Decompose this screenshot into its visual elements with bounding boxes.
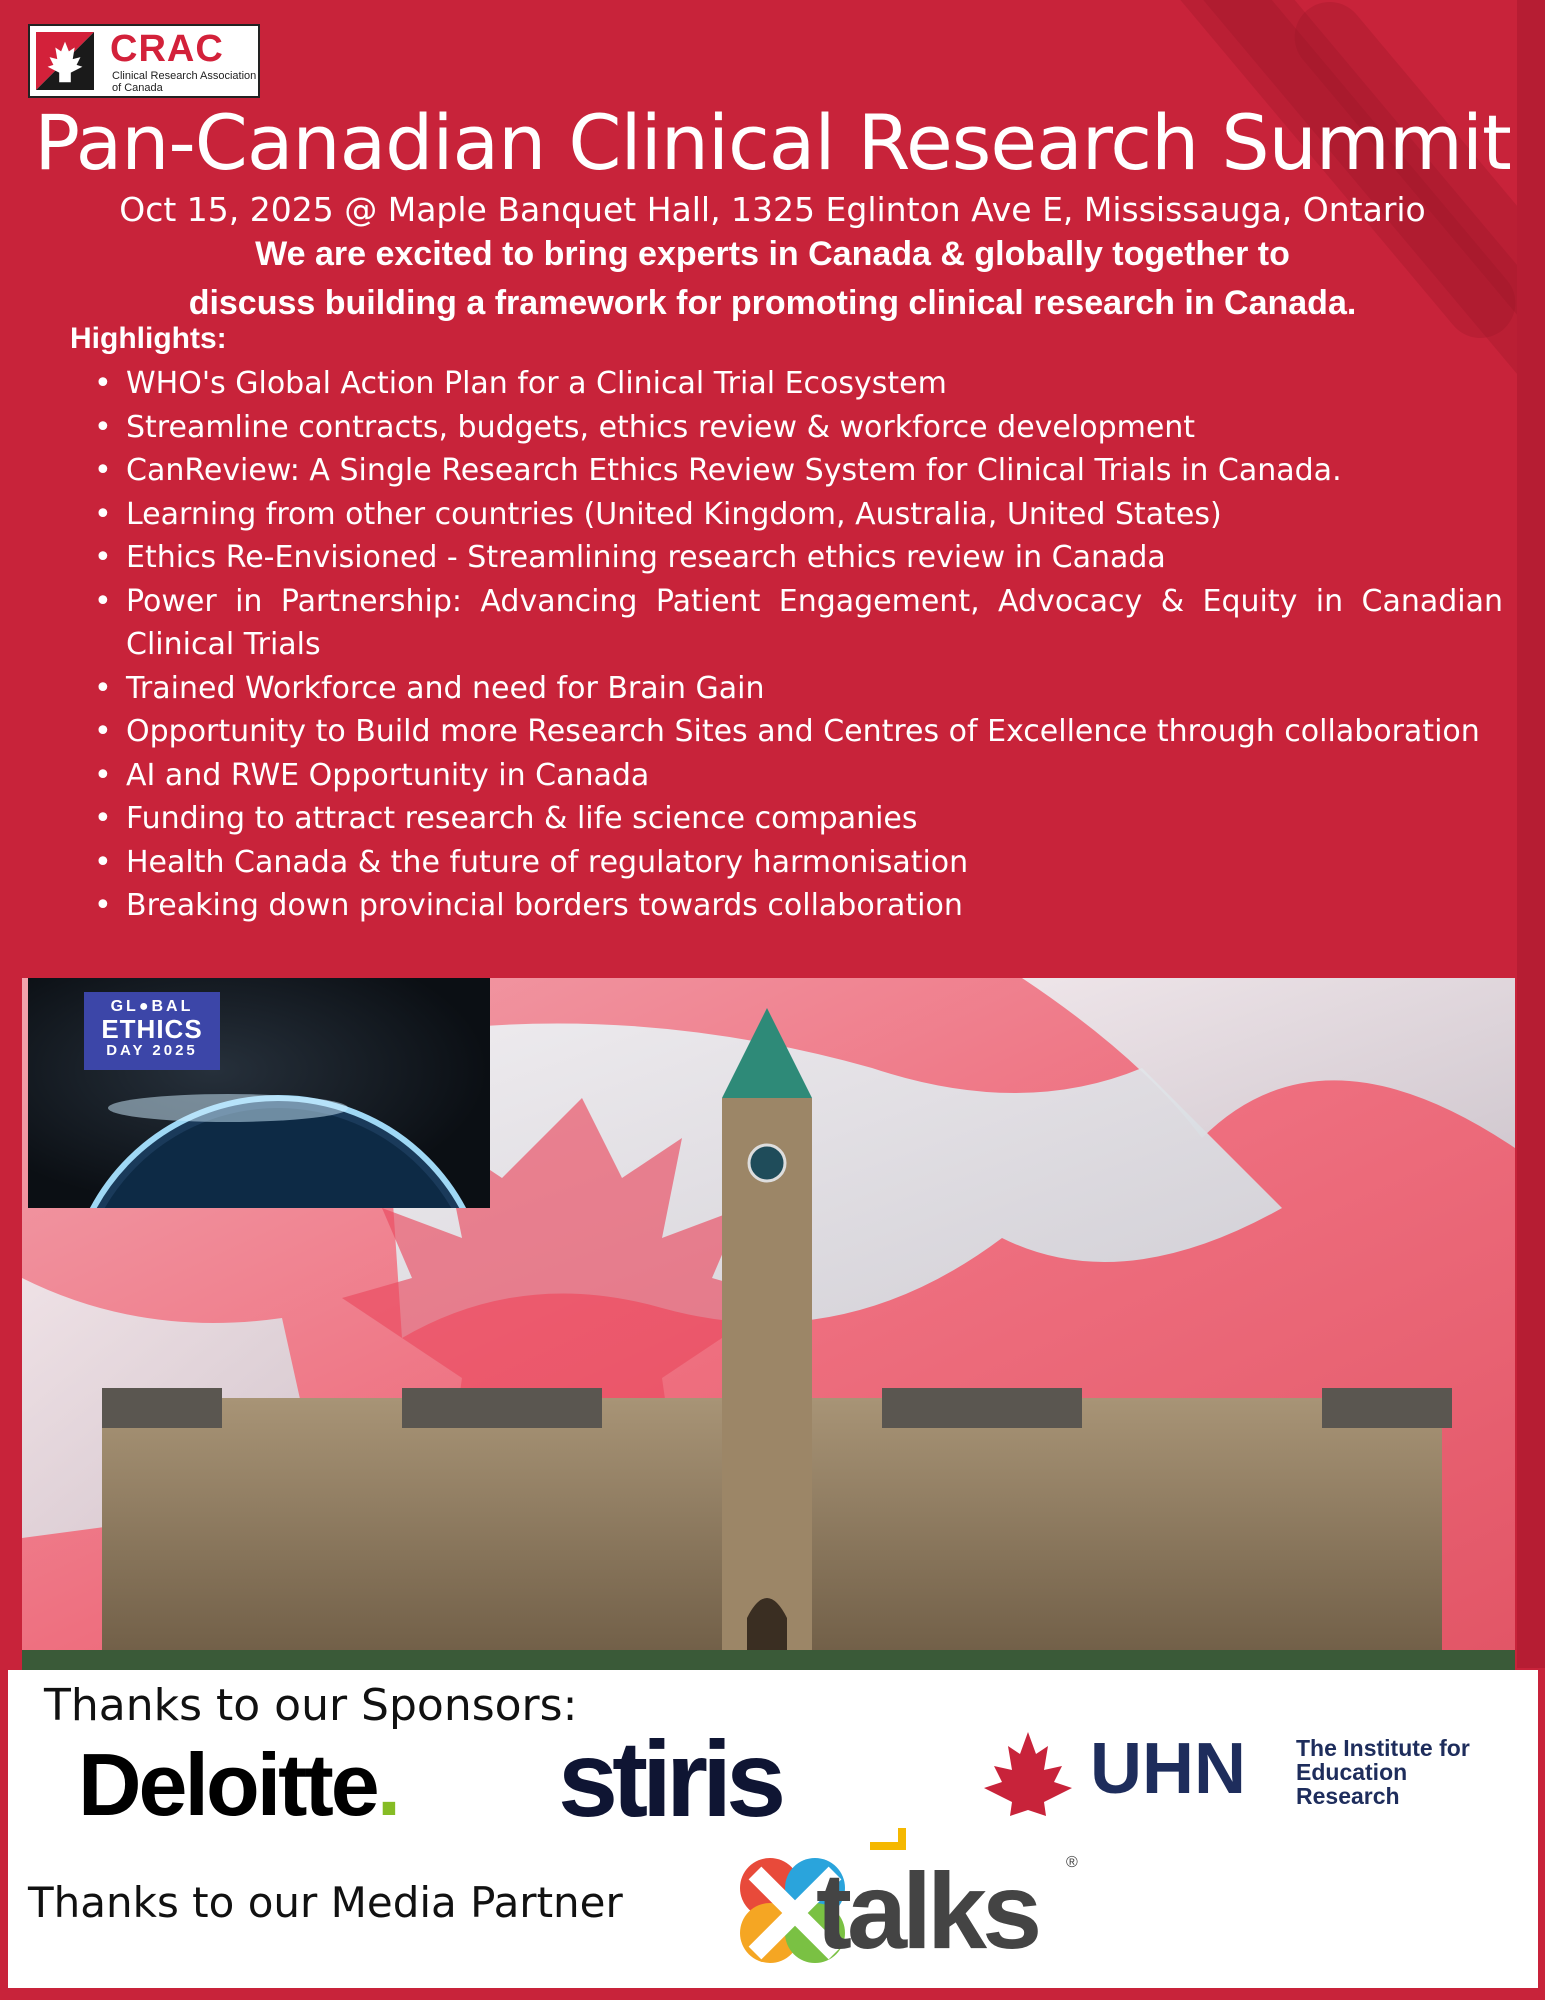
uhn-logo	[970, 1726, 1490, 1826]
parliament-image	[22, 978, 1515, 1670]
registered-mark: ®	[1066, 1854, 1078, 1871]
maple-leaf-icon	[36, 32, 94, 90]
list-item: • Funding to attract research & life science companies	[88, 797, 1503, 841]
sponsors-heading: Thanks to our Sponsors:	[44, 1680, 578, 1731]
list-item: • Trained Workforce and need for Brain Gain	[88, 667, 1503, 711]
highlights-heading: Highlights:	[70, 322, 227, 355]
list-item: • Health Canada & the future of regulatory harmonisation	[88, 841, 1503, 885]
bottom-bar	[0, 1988, 1545, 2000]
logo-name: CRAC	[110, 28, 224, 70]
stiris-logo: stiris	[558, 1718, 781, 1839]
global-ethics-day-badge	[84, 992, 220, 1070]
uhn-wordmark: UHN	[1090, 1729, 1246, 1809]
list-item: • Opportunity to Build more Research Sites and Centres of Excellence through collaboration	[88, 710, 1503, 754]
deloitte-dot: .	[376, 1735, 399, 1834]
logo-subtitle: Clinical Research Association of Canada	[112, 70, 257, 94]
xtalks-logo	[730, 1848, 1090, 1978]
xtalks-wordmark: talks	[816, 1850, 1038, 1971]
date-location: Oct 15, 2025 @ Maple Banquet Hall, 1325 Eglinton Ave E, Mississauga, Ontario	[119, 190, 1426, 229]
list-item: • Breaking down provincial borders towards collaboration	[88, 884, 1503, 928]
deloitte-logo	[78, 1734, 398, 1836]
badge-line-3: DAY 2025	[106, 1042, 198, 1059]
list-item: • WHO's Global Action Plan for a Clinical Trial Ecosystem	[88, 362, 1503, 406]
badge-line-1: GL●BAL	[110, 998, 194, 1015]
list-item: • Learning from other countries (United Kingdom, Australia, United States)	[88, 493, 1503, 537]
intro-line-1: We are excited to bring experts in Canada & globally together to	[255, 235, 1290, 273]
list-item: • Streamline contracts, budgets, ethics review & workforce development	[88, 406, 1503, 450]
deloitte-wordmark: Deloitte	[78, 1735, 377, 1834]
intro-text	[120, 230, 1425, 328]
page-title: Pan-Canadian Clinical Research Summit	[34, 98, 1511, 187]
list-item: • AI and RWE Opportunity in Canada	[88, 754, 1503, 798]
intro-line-2: discuss building a framework for promoting clinical research in Canada.	[188, 284, 1357, 322]
global-ethics-day-image	[28, 978, 490, 1208]
stiris-mark-icon	[870, 1828, 906, 1850]
list-item: • CanReview: A Single Research Ethics Review System for Clinical Trials in Canada.	[88, 449, 1503, 493]
highlights-list	[88, 362, 1503, 928]
crac-logo	[28, 24, 260, 98]
sponsors-section	[8, 1670, 1538, 1988]
uhn-subtitle: The Institute for Education Research	[1296, 1735, 1470, 1809]
media-partner-heading: Thanks to our Media Partner	[28, 1878, 623, 1927]
badge-line-2: ETHICS	[101, 1014, 203, 1044]
list-item: • Ethics Re-Envisioned - Streamlining research ethics review in Canada	[88, 536, 1503, 580]
right-edge	[1517, 0, 1545, 1668]
list-item: • Power in Partnership: Advancing Patient Engagement, Advocacy & Equity in Canadian Clinical Trials	[88, 580, 1503, 667]
maple-leaf-icon	[978, 1730, 1078, 1820]
